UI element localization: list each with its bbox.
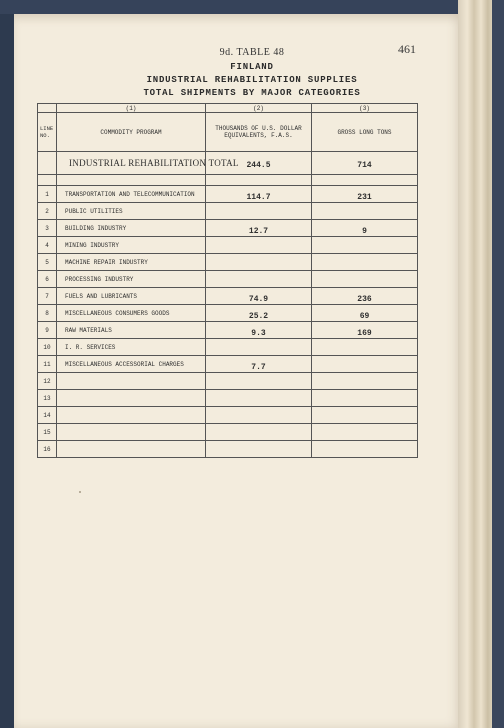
table-reference: 9d. TABLE 48 <box>219 47 285 58</box>
table-row <box>38 305 418 322</box>
dollar-value-cell <box>206 322 312 339</box>
table-row <box>38 339 418 356</box>
line-number-cell: 9 <box>38 322 57 339</box>
gross-tons: 9 <box>362 226 367 236</box>
dollar-value-header: THOUSANDS OF U.S. DOLLAR EQUIVALENTS, F.A.S. <box>206 113 312 152</box>
commodity-program-cell: MINING INDUSTRY <box>57 237 206 254</box>
dollar-value-cell <box>206 407 312 424</box>
gross-tons-cell <box>312 373 418 390</box>
gross-tons: 236 <box>357 294 372 304</box>
gross-tons-header: GROSS LONG TONS <box>312 113 418 152</box>
spacer-cell <box>206 175 312 186</box>
spacer-cell <box>312 175 418 186</box>
gross-tons-cell <box>312 390 418 407</box>
table-subtitle-2: TOTAL SHIPMENTS BY MAJOR CATEGORIES <box>143 88 361 98</box>
gross-tons-cell <box>312 441 418 458</box>
table-row <box>38 390 418 407</box>
total-label: INDUSTRIAL REHABILITATION TOTAL <box>57 152 206 175</box>
dollar-value-cell <box>206 186 312 203</box>
column-number-3: (3) <box>312 104 418 113</box>
commodity-program-cell <box>57 407 206 424</box>
line-number-cell: 4 <box>38 237 57 254</box>
table-row <box>38 441 418 458</box>
table-row <box>38 356 418 373</box>
gross-tons-cell <box>312 424 418 441</box>
line-number-cell: 12 <box>38 373 57 390</box>
table-row <box>38 254 418 271</box>
line-number-cell: 8 <box>38 305 57 322</box>
gross-tons-cell <box>312 220 418 237</box>
column-number-1: (1) <box>57 104 206 113</box>
line-number-cell: 2 <box>38 203 57 220</box>
table-row <box>38 373 418 390</box>
commodity-program-cell: MISCELLANEOUS ACCESSORIAL CHARGES <box>57 356 206 373</box>
commodity-program-cell <box>57 441 206 458</box>
commodity-program-cell: FUELS AND LUBRICANTS <box>57 288 206 305</box>
line-number-cell: 16 <box>38 441 57 458</box>
dollar-value-cell <box>206 390 312 407</box>
paper-speck <box>79 491 81 493</box>
commodity-program-cell <box>57 373 206 390</box>
dollar-value-cell <box>206 373 312 390</box>
book-cover-edge <box>492 0 504 728</box>
background-strip <box>0 0 504 14</box>
header-row <box>38 113 418 152</box>
country-title: FINLAND <box>230 62 274 72</box>
table-row <box>38 203 418 220</box>
gross-tons-cell <box>312 203 418 220</box>
total-tons: 714 <box>357 160 372 170</box>
commodity-program-header: COMMODITY PROGRAM <box>57 113 206 152</box>
gross-tons-cell <box>312 254 418 271</box>
table-row <box>38 424 418 441</box>
spacer-cell <box>57 175 206 186</box>
gross-tons-cell <box>312 407 418 424</box>
shipments-table <box>37 103 418 458</box>
spacer-cell <box>38 175 57 186</box>
commodity-program-cell: PROCESSING INDUSTRY <box>57 271 206 288</box>
line-number-cell: 13 <box>38 390 57 407</box>
line-number-cell: 14 <box>38 407 57 424</box>
dollar-value: 114.7 <box>246 192 271 202</box>
gross-tons: 69 <box>359 311 370 321</box>
commodity-program-cell: PUBLIC UTILITIES <box>57 203 206 220</box>
commodity-program-cell <box>57 390 206 407</box>
dollar-value-cell <box>206 254 312 271</box>
table-row <box>38 271 418 288</box>
commodity-program-cell: I. R. SERVICES <box>57 339 206 356</box>
line-number-cell: 6 <box>38 271 57 288</box>
dollar-value: 7.7 <box>251 362 266 372</box>
dollar-value-cell <box>206 305 312 322</box>
gross-tons: 169 <box>357 328 372 338</box>
gross-tons-cell <box>312 322 418 339</box>
line-number-cell: 1 <box>38 186 57 203</box>
total-line-number <box>38 152 57 175</box>
gross-tons-cell <box>312 186 418 203</box>
dollar-value-cell <box>206 203 312 220</box>
dollar-value: 25.2 <box>248 311 269 321</box>
table-row <box>38 288 418 305</box>
table-subtitle: INDUSTRIAL REHABILITATION SUPPLIES <box>146 75 358 85</box>
line-number-cell: 10 <box>38 339 57 356</box>
line-number-cell: 5 <box>38 254 57 271</box>
dollar-value-cell <box>206 237 312 254</box>
dollar-value-cell <box>206 441 312 458</box>
dollar-value-cell <box>206 356 312 373</box>
total-tons-cell <box>312 152 418 175</box>
gross-tons-cell <box>312 356 418 373</box>
dollar-value-cell <box>206 271 312 288</box>
dollar-value-cell <box>206 220 312 237</box>
table-row <box>38 220 418 237</box>
line-number-cell: 11 <box>38 356 57 373</box>
line-number-cell: 15 <box>38 424 57 441</box>
dollar-value: 74.9 <box>248 294 269 304</box>
page-number: 461 <box>398 42 416 56</box>
total-value: 244.5 <box>246 160 271 170</box>
gross-tons-cell <box>312 339 418 356</box>
gross-tons-cell <box>312 271 418 288</box>
dollar-value: 12.7 <box>248 226 269 236</box>
gross-tons-cell <box>312 305 418 322</box>
data-rows <box>38 186 418 458</box>
line-number-cell: 3 <box>38 220 57 237</box>
table-row <box>38 322 418 339</box>
commodity-program-cell: MISCELLANEOUS CONSUMERS GOODS <box>57 305 206 322</box>
column-number-blank <box>38 104 57 113</box>
dollar-value-cell <box>206 424 312 441</box>
dollar-value-cell <box>206 339 312 356</box>
table-row <box>38 237 418 254</box>
spacer-row <box>38 175 418 186</box>
commodity-program-cell: BUILDING INDUSTRY <box>57 220 206 237</box>
total-row <box>38 152 418 175</box>
commodity-program-cell: MACHINE REPAIR INDUSTRY <box>57 254 206 271</box>
dollar-value-cell <box>206 288 312 305</box>
table-row <box>38 186 418 203</box>
table-row <box>38 407 418 424</box>
commodity-program-cell: TRANSPORTATION AND TELECOMMUNICATION <box>57 186 206 203</box>
column-number-row <box>38 104 418 113</box>
line-number-header: LINE NO. <box>38 113 57 152</box>
commodity-program-cell: RAW MATERIALS <box>57 322 206 339</box>
column-number-2: (2) <box>206 104 312 113</box>
gross-tons-cell <box>312 237 418 254</box>
commodity-program-cell <box>57 424 206 441</box>
line-number-cell: 7 <box>38 288 57 305</box>
gross-tons-cell <box>312 288 418 305</box>
dollar-value: 9.3 <box>251 328 266 338</box>
gross-tons: 231 <box>357 192 372 202</box>
